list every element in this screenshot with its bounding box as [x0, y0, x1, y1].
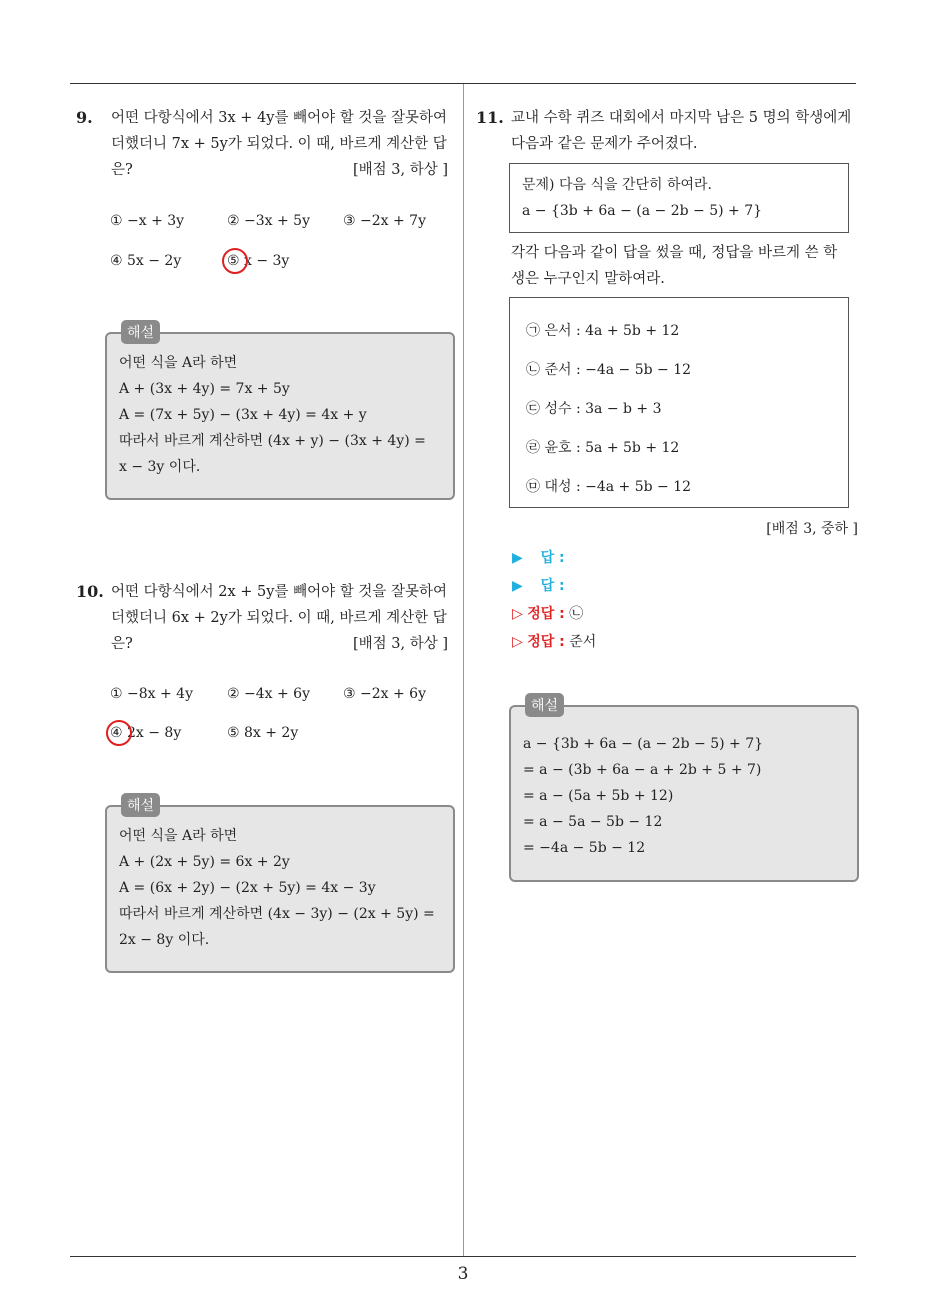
- solution-box: [105, 325, 455, 500]
- solution-line: = a − 5a − 5b − 12: [523, 814, 663, 830]
- question-11: [476, 105, 860, 157]
- question-line: 생은 누구인지 말하여라.: [511, 271, 665, 287]
- play-triangle-icon: ▶: [512, 578, 523, 594]
- question-line: 각각 다음과 같이 답을 썼을 때, 정답을 바르게 쓴 학: [511, 245, 838, 261]
- solution-line: 따라서 바르게 계산하면 (4x + y) − (3x + 4y) =: [119, 433, 426, 449]
- problem-line: 문제) 다음 식을 간단히 하여라.: [522, 177, 713, 193]
- question-9: [76, 105, 454, 183]
- selected-answer-circle: [106, 720, 132, 746]
- solution-box: [105, 798, 455, 973]
- solution-line: a − {3b + 6a − (a − 2b − 5) + 7}: [523, 736, 764, 752]
- solution-line: x − 3y 이다.: [119, 459, 201, 475]
- solution-line: 따라서 바르게 계산하면 (4x − 3y) − (2x + 5y) =: [119, 906, 435, 922]
- options-box: [509, 297, 849, 508]
- option-item: ㉤ 대성 : −4a + 5b − 12: [526, 479, 692, 495]
- solution-line: A + (3x + 4y) = 7x + 5y: [119, 381, 290, 397]
- answer-label: 답 :: [540, 550, 565, 566]
- question-10: [76, 579, 454, 657]
- solution-box: [509, 698, 859, 882]
- points-label: [배점 3, 하상 ]: [352, 162, 448, 178]
- option-item: ㉡ 준서 : −4a − 5b − 12: [526, 362, 692, 378]
- choice-2[interactable]: ② −3x + 5y: [227, 213, 310, 229]
- choice-2[interactable]: ② −4x + 6y: [227, 686, 310, 702]
- page-number: 3: [457, 1264, 469, 1284]
- points-label: [배점 3, 중하 ]: [766, 521, 858, 537]
- correct-answer-line-2: [512, 628, 596, 656]
- correct-answer: ㉡: [569, 606, 584, 622]
- solution-line: 2x − 8y 이다.: [119, 932, 210, 948]
- correct-label: 정답 :: [527, 634, 565, 650]
- question-11-continued: [511, 240, 861, 292]
- choice-1[interactable]: ① −8x + 4y: [110, 686, 193, 702]
- choice-5[interactable]: ⑤ x − 3y: [227, 253, 290, 269]
- solution-line: 어떤 식을 A라 하면: [119, 828, 238, 844]
- solution-line: A = (6x + 2y) − (2x + 5y) = 4x − 3y: [119, 880, 376, 896]
- correct-answer-line-1: [512, 600, 596, 628]
- choice-4[interactable]: ④ 2x − 8y: [110, 725, 182, 741]
- question-line: 더했더니 7x + 5y가 되었다. 이 때, 바르게 계산한 답: [111, 136, 447, 152]
- question-line: 더했더니 6x + 2y가 되었다. 이 때, 바르게 계산한 답: [111, 610, 447, 626]
- play-triangle-icon: ▶: [512, 550, 523, 566]
- solution-tab: 해설: [121, 320, 160, 344]
- choice-1[interactable]: ① −x + 3y: [110, 213, 185, 229]
- outline-triangle-icon: ▷: [512, 634, 523, 650]
- answer-area: [512, 544, 596, 656]
- question-text: [111, 105, 454, 183]
- solution-line: A = (7x + 5y) − (3x + 4y) = 4x + y: [119, 407, 367, 423]
- question-line: 어떤 다항식에서 2x + 5y를 빼어야 할 것을 잘못하여: [111, 584, 447, 600]
- option-item: ㉠ 은서 : 4a + 5b + 12: [526, 323, 680, 339]
- solution-line: = −4a − 5b − 12: [523, 840, 646, 856]
- solution-line: A + (2x + 5y) = 6x + 2y: [119, 854, 290, 870]
- problem-box: [509, 163, 849, 233]
- column-divider: [463, 84, 464, 1257]
- question-text: [511, 105, 860, 157]
- answer-label: 답 :: [540, 578, 565, 594]
- solution-line: 어떤 식을 A라 하면: [119, 355, 238, 371]
- outline-triangle-icon: ▷: [512, 606, 523, 622]
- question-number: 9.: [76, 108, 93, 127]
- question-line: 교내 수학 퀴즈 대회에서 마지막 남은 5 명의 학생에게: [511, 110, 852, 126]
- question-line: 다음과 같은 문제가 주어졌다.: [511, 136, 698, 152]
- choice-3[interactable]: ③ −2x + 6y: [343, 686, 426, 702]
- problem-expression: a − {3b + 6a − (a − 2b − 5) + 7}: [522, 203, 763, 219]
- question-line: 어떤 다항식에서 3x + 4y를 빼어야 할 것을 잘못하여: [111, 110, 447, 126]
- question-line: 은?: [111, 636, 133, 652]
- choice-3[interactable]: ③ −2x + 7y: [343, 213, 426, 229]
- correct-label: 정답 :: [527, 606, 565, 622]
- selected-answer-circle: [222, 248, 248, 274]
- solution-line: = a − (3b + 6a − a + 2b + 5 + 7): [523, 762, 762, 778]
- question-text: [111, 579, 454, 657]
- option-item: ㉢ 성수 : 3a − b + 3: [526, 401, 662, 417]
- correct-answer: 준서: [569, 634, 597, 650]
- solution-tab: 해설: [121, 793, 160, 817]
- option-item: ㉣ 윤호 : 5a + 5b + 12: [526, 440, 680, 456]
- bottom-rule: [70, 1256, 856, 1257]
- solution-line: = a − (5a + 5b + 12): [523, 788, 674, 804]
- question-line: 은?: [111, 162, 133, 178]
- solution-tab: 해설: [525, 693, 564, 717]
- question-number: 10.: [76, 582, 104, 601]
- answer-line-2[interactable]: [512, 572, 596, 600]
- choice-4[interactable]: ④ 5x − 2y: [110, 253, 182, 269]
- question-number: 11.: [476, 108, 504, 127]
- points-label: [배점 3, 하상 ]: [352, 636, 448, 652]
- choice-5[interactable]: ⑤ 8x + 2y: [227, 725, 299, 741]
- answer-line-1[interactable]: [512, 544, 596, 572]
